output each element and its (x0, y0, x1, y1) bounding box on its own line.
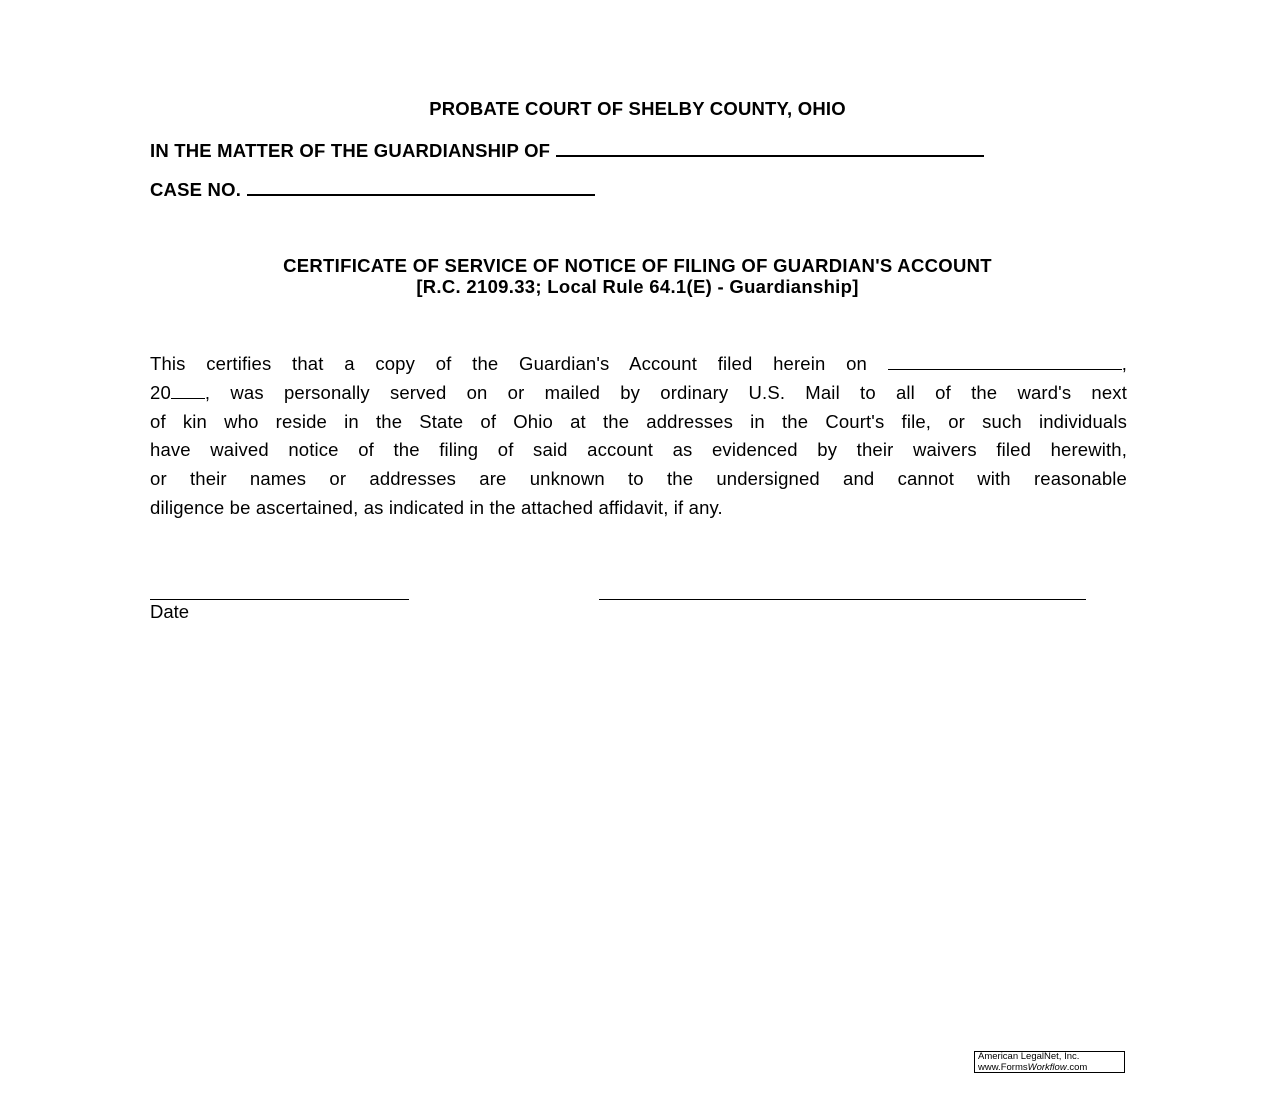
document-title (0, 255, 1275, 297)
certification-body (150, 350, 1127, 523)
document-title-main: CERTIFICATE OF SERVICE OF NOTICE OF FILING OF GUARDIAN'S ACCOUNT (283, 255, 992, 276)
document-title-citation: [R.C. 2109.33; Local Rule 64.1(E) - Guardianship] (416, 276, 859, 297)
date-label: Date (150, 601, 190, 622)
body-line-1 (150, 350, 1127, 379)
publisher-url-italic: Workflow (1027, 1061, 1067, 1073)
guardian-signature-line[interactable] (599, 599, 1086, 600)
body-line-2 (150, 379, 1127, 408)
case-number-label: CASE NO. (150, 179, 242, 200)
case-number-field[interactable] (247, 176, 595, 196)
body-line-6: diligence be ascertained, as indicated in the attached affidavit, if any. (150, 496, 723, 518)
publisher-name: American LegalNet, Inc. (978, 1051, 1080, 1062)
ward-name-field[interactable] (556, 137, 984, 157)
case-number-line (150, 176, 595, 201)
year-prefix: 20 (150, 381, 171, 403)
date-signature-line[interactable] (150, 599, 409, 600)
body-line-4: have waived notice of the filing of said account as evidenced by their waivers filed herewith, (150, 439, 1127, 461)
publisher-footer (974, 1051, 1125, 1073)
body-line-1-text: This certifies that a copy of the Guardian's Account filed herein on (150, 353, 867, 374)
guardianship-matter-line (150, 137, 984, 162)
body-line-5: or their names or addresses are unknown to the undersigned and cannot with reasonable (150, 468, 1127, 490)
publisher-url-prefix: www.Forms (978, 1061, 1028, 1073)
court-title: PROBATE COURT OF SHELBY COUNTY, OHIO (429, 98, 846, 119)
body-line-2-text: , was personally served on or mailed by ordinary U.S. Mail to all of the ward's next (204, 381, 1127, 403)
publisher-url (978, 1063, 1124, 1074)
filing-year-field[interactable] (171, 382, 205, 399)
body-line-3: of kin who reside in the State of Ohio at the addresses in the Court's file, or such individuals (150, 410, 1127, 432)
guardianship-matter-label: IN THE MATTER OF THE GUARDIANSHIP OF (150, 140, 551, 161)
body-line-1-comma: , (1121, 353, 1127, 374)
publisher-url-suffix: .com (1066, 1061, 1088, 1073)
filing-date-field[interactable] (888, 353, 1122, 370)
